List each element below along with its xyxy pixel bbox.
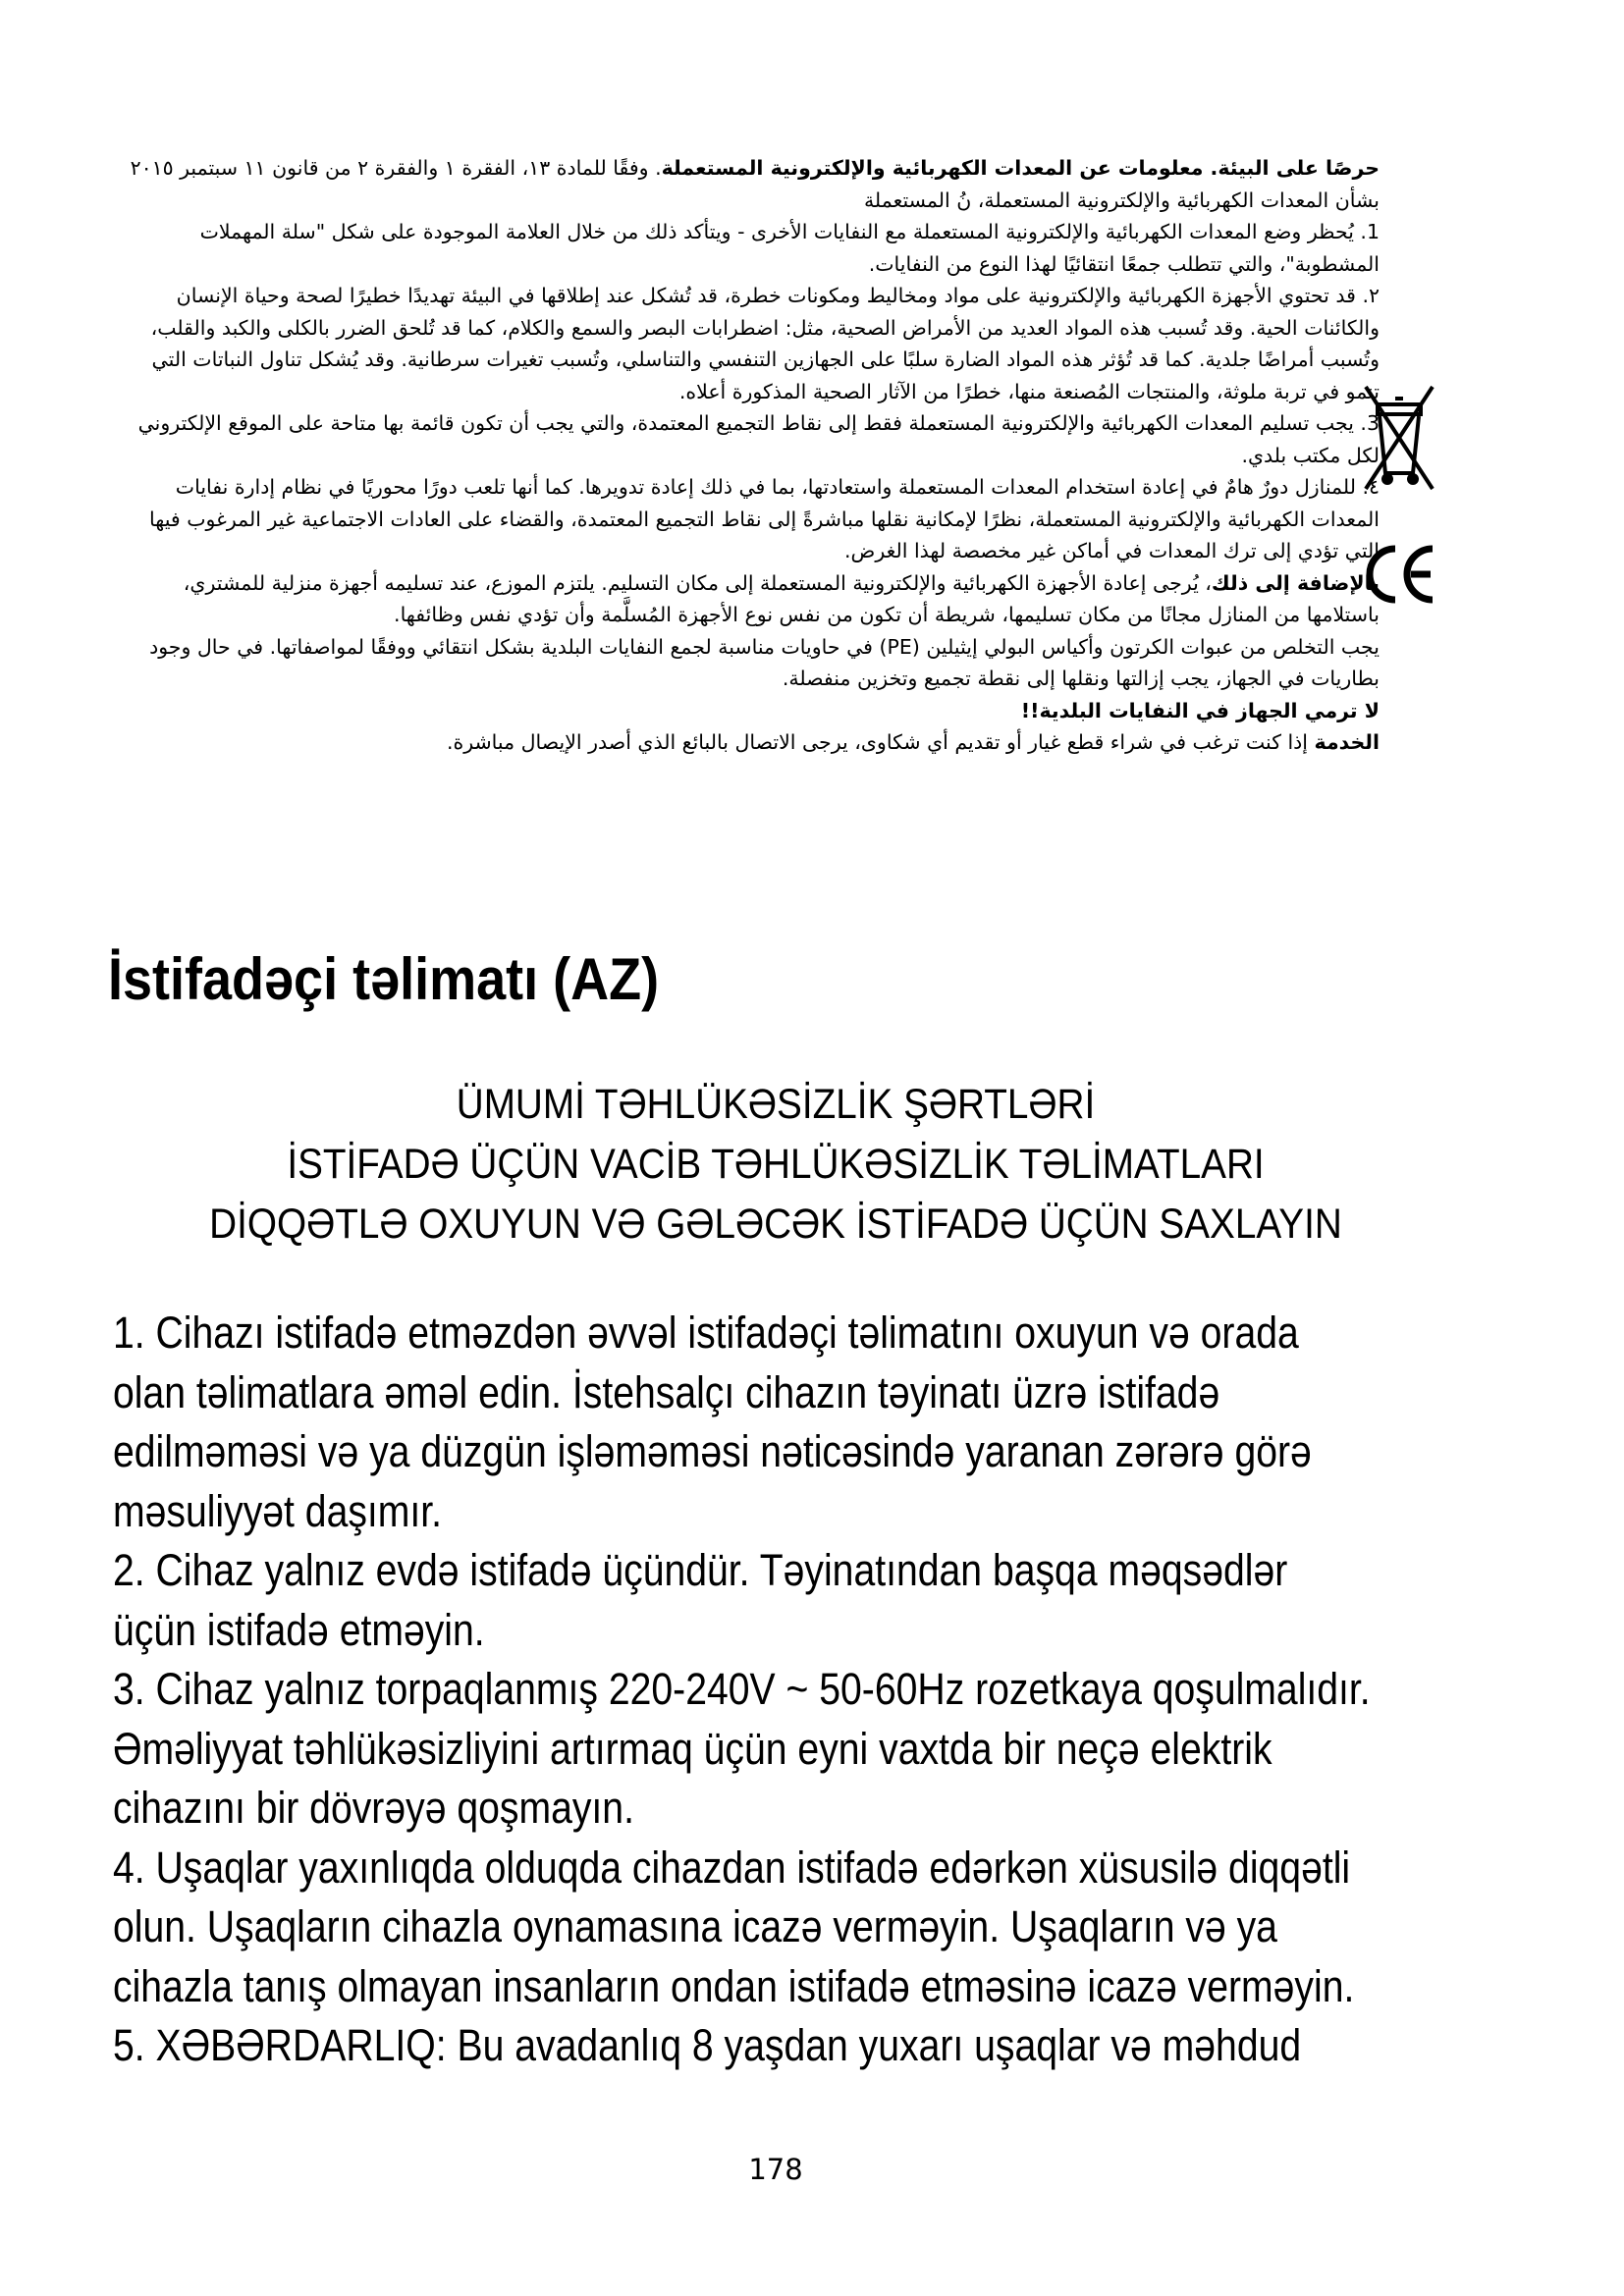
body-line: 3. Cihaz yalnız torpaqlanmış 220-240V ~ 50-60Hz rozetkaya qoşulmalıdır. <box>113 1664 1371 1714</box>
body-line: cihazla tanış olmayan insanların ondan istifadə etməsinə icazə verməyin. <box>113 1960 1355 2011</box>
body-line: olun. Uşaqların cihazla oynamasına icazə verməyin. Uşaqların və ya <box>113 1901 1277 1951</box>
arabic-paragraph-3: ٢. قد تحتوي الأجهزة الكهربائية والإلكترونية على مواد ومخاليط ومكونات خطرة، قد تُشكل عند إطلاقها في البيئة تهديدًا خطيرًا لصحة وحياة الإنسان والكائنات الحية. وقد تُسبب هذه المواد العديد من الأمراض الصحية، مثل: اضطرابات البصر والسمع والكلام، كما قد تُلحق الضرر بالكلى والكبد والقلب، وتُسبب أمراضًا جلدية. كما قد تُؤثر هذه المواد الضارة سلبًا على الجهازين التنفسي والتناسلي، وتُسبب تغيرات سرطانية. وقد يُشكل تناول النباتات التي تنمو في تربة ملوثة، والمنتجات المُصنعة منها، خطرًا من الآثار الصحية المذكورة أعلاه. <box>150 284 1380 403</box>
arabic-service-label: الخدمة <box>1314 730 1380 754</box>
arabic-law-reference: . وفقًا للمادة ١٣، الفقرة ١ والفقرة ٢ من قانون ١١ سبتمبر ٢٠١٥ بشأن المعدات الكهربائية والإلكترونية المستعملة، نُ المستعملة <box>130 156 1380 212</box>
heading-read-carefully: DİQQƏTLƏ OXUYUN VƏ GƏLƏCƏK İSTİFADƏ ÜÇÜN SAXLAYIN <box>209 1201 1342 1248</box>
page-number: 178 <box>748 2153 803 2186</box>
arabic-paragraph-5: ٤. للمنازل دورٌ هامٌ في إعادة استخدام المعدات المستعملة واستعادتها، بما في ذلك إعادة تدويرها. كما أنها تلعب دورًا محوريًا في نظام إدارة نفايات المعدات الكهربائية والإلكترونية المستعملة، نظرًا لإمكانية نقلها مباشرةً إلى نقاط التجميع المعتمدة، والقضاء على العادات الاجتماعية غير المرغوب فيها التي تؤدي إلى ترك المعدات في أماكن غير مخصصة لهذا الغرض. <box>149 475 1380 562</box>
ce-mark-icon <box>1360 535 1438 614</box>
safety-instructions-body <box>113 1304 1574 2076</box>
heading-general-safety: ÜMUMİ TƏHLÜKƏSİZLİK ŞƏRTLƏRİ <box>456 1081 1096 1128</box>
arabic-service-text: إذا كنت ترغب في شراء قطع غيار أو تقديم أي شكاوى، يرجى الاتصال بالبائع الذي أصدر الإيصال مباشرة. <box>446 730 1315 754</box>
body-line: məsuliyyət daşımır. <box>113 1485 443 1536</box>
crossed-out-wheelie-bin-icon <box>1360 383 1438 496</box>
manual-title: İstifadəçi təlimatı (AZ) <box>108 946 660 1012</box>
arabic-disposal-section <box>113 152 1380 759</box>
arabic-paragraph-7: يجب التخلص من عبوات الكرتون وأكياس البولي إيثيلين (PE) في حاويات مناسبة لجمع النفايات البلدية بشكل انتقائي ووفقًا لمواصفاتها. في حال وجود بطاريات في الجهاز، يجب إزالتها ونقلها إلى نقطة تجميع وتخزين منفصلة. <box>149 634 1380 690</box>
body-line: cihazını bir dövrəyə qoşmayın. <box>113 1783 634 1833</box>
body-line: 2. Cihaz yalnız evdə istifadə üçündür. Təyinatından başqa məqsədlər <box>113 1545 1288 1595</box>
body-line: Əməliyyat təhlükəsizliyini artırmaq üçün eyni vaxtda bir neçə elektrik <box>113 1723 1272 1774</box>
body-line: edilməməsi və ya düzgün işləməməsi nəticəsində yaranan zərərə görə <box>113 1426 1312 1476</box>
arabic-env-heading: حرصًا على البيئة. معلومات عن المعدات الكهربائية والإلكترونية المستعملة <box>661 156 1380 180</box>
body-line: 4. Uşaqlar yaxınlıqda olduqda cihazdan istifadə edərkən xüsusilə diqqətli <box>113 1842 1351 1893</box>
arabic-paragraph-4: 3. يجب تسليم المعدات الكهربائية والإلكترونية المستعملة فقط إلى نقاط التجميع المعتمدة، والتي يجب أن تكون قائمة بها متاحة على الموقع الإلكتروني لكل مكتب بلدي. <box>137 411 1380 467</box>
arabic-paragraph-2: 1. يُحظر وضع المعدات الكهربائية والإلكترونية المستعملة مع النفايات الأخرى - ويتأكد ذلك من خلال العلامة الموجودة على شكل "سلة المهملات المشطوبة"، والتي تتطلب جمعًا انتقائيًا لهذا النوع من النفايات. <box>199 220 1380 276</box>
body-line: üçün istifadə etməyin. <box>113 1604 485 1655</box>
arabic-paragraph-1 <box>113 152 1380 216</box>
arabic-warning-bold: لا ترمي الجهاز في النفايات البلدية!! <box>1020 698 1380 722</box>
body-line: 5. XƏBƏRDARLIQ: Bu avadanlıq 8 yaşdan yuxarı uşaqlar və məhdud <box>113 2020 1302 2070</box>
arabic-return-text: ، يُرجى إعادة الأجهزة الكهربائية والإلكترونية المستعملة إلى مكان التسليم. يلتزم الموزع، عند تسليمه أجهزة منزلية للمشتري، باستلامها من المنازل مجانًا من مكان تسليمها، شريطة أن تكون من نفس نوع الأجهزة المُسلَّمة وأن تؤدي نفس وظائفها. <box>183 570 1380 626</box>
safety-headings <box>0 1075 1551 1255</box>
body-line: olan təlimatlara əməl edin. İstehsalçı cihazın təyinatı üzrə istifadə <box>113 1366 1220 1417</box>
arabic-paragraph-6 <box>113 567 1380 631</box>
heading-important-instructions: İSTİFADƏ ÜÇÜN VACİB TƏHLÜKƏSİZLİK TƏLİMATLARI <box>287 1141 1265 1188</box>
arabic-paragraph-8 <box>113 695 1380 727</box>
body-line: 1. Cihazı istifadə etməzdən əvvəl istifadəçi təlimatını oxuyun və orada <box>113 1308 1299 1358</box>
arabic-additionally-label: بالإضافة إلى ذلك <box>1211 570 1380 595</box>
arabic-paragraph-9 <box>113 726 1380 759</box>
